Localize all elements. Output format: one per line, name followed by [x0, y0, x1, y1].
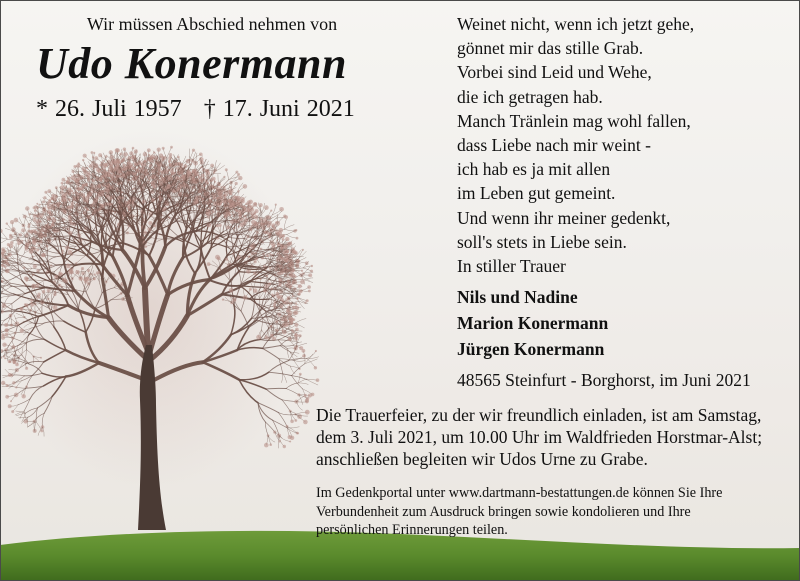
- tree-branch: [298, 383, 308, 385]
- tree-bud: [314, 366, 317, 369]
- tree-bud: [81, 267, 84, 270]
- tree-bud: [229, 202, 234, 207]
- tree-bud: [242, 205, 245, 208]
- tree-branch: [298, 379, 307, 383]
- tree-bud: [47, 223, 49, 225]
- tree-bud: [10, 220, 14, 224]
- tree-bud: [36, 203, 38, 205]
- tree-bud: [182, 178, 185, 181]
- tree-bud: [213, 195, 217, 199]
- tree-bud: [129, 151, 133, 155]
- tree-bud: [272, 225, 274, 227]
- tree-bud: [123, 157, 126, 160]
- tree-bud: [144, 245, 147, 248]
- tree-bud: [9, 234, 12, 237]
- tree-bud: [98, 153, 102, 157]
- tree-bud: [84, 183, 87, 186]
- tree-bud: [151, 160, 154, 163]
- tree-bud: [199, 153, 203, 157]
- tree-bud: [249, 288, 252, 291]
- tree-bud: [52, 221, 54, 223]
- tree-bud: [27, 230, 30, 233]
- tree-bud: [127, 205, 130, 208]
- tree-bud: [217, 197, 219, 199]
- tree-bud: [308, 273, 312, 277]
- tree-bud: [73, 165, 76, 168]
- tree-bud: [1, 255, 4, 258]
- tree-bud: [79, 277, 82, 280]
- tree-bud: [39, 204, 41, 206]
- tree-branch: [305, 359, 318, 364]
- tree-bud: [279, 207, 284, 212]
- tree-bud: [68, 268, 73, 273]
- tree-bud: [253, 202, 258, 207]
- tree-bud: [8, 360, 11, 363]
- tree-bud: [316, 378, 320, 382]
- tree-bud: [68, 215, 72, 219]
- tree-bud: [34, 205, 37, 208]
- tree-bud: [308, 290, 311, 293]
- tree-bud: [53, 305, 58, 310]
- tree-bud: [219, 196, 223, 200]
- tree-bud: [253, 288, 258, 293]
- tree-bud: [294, 311, 298, 315]
- tree-bud: [44, 191, 47, 194]
- tree-bud: [66, 264, 71, 269]
- tree-bud: [192, 149, 195, 152]
- tree-bud: [162, 147, 165, 150]
- tree-bud: [295, 229, 297, 231]
- tree-bud: [96, 176, 98, 178]
- tree-bud: [121, 197, 124, 200]
- tree-bud: [223, 176, 225, 178]
- tree-bud: [8, 373, 12, 377]
- tree-bud: [148, 221, 152, 225]
- tree-bud: [225, 258, 228, 261]
- tree-bud: [27, 239, 29, 241]
- tree-bud: [302, 349, 306, 353]
- tree-bud: [207, 217, 209, 219]
- tree-bud: [5, 395, 9, 399]
- tree-bud: [109, 203, 112, 206]
- tree-bud: [264, 443, 269, 448]
- tree-bud: [305, 261, 309, 265]
- tree-bud: [147, 227, 151, 231]
- tree-bud: [214, 181, 216, 183]
- tree-bud: [134, 157, 136, 159]
- tree-bud: [224, 196, 227, 199]
- tree-bud: [30, 299, 33, 302]
- tree-bud: [304, 394, 307, 397]
- tree-bud: [117, 164, 120, 167]
- tree-bud: [40, 357, 42, 359]
- tree-bud: [68, 205, 72, 209]
- tree-bud: [47, 189, 51, 193]
- tree-bud: [153, 224, 156, 227]
- tree-bud: [295, 328, 299, 332]
- tree-bud: [269, 443, 272, 446]
- tree-bud: [129, 165, 132, 168]
- tree-bud: [153, 185, 156, 188]
- tree-bud: [67, 180, 69, 182]
- tree-bud: [6, 384, 9, 387]
- tree-bud: [305, 410, 310, 415]
- tree-branch: [56, 265, 75, 266]
- tree-bud: [1, 381, 5, 385]
- tree-bud: [10, 400, 12, 402]
- tree-bud: [180, 171, 183, 174]
- tree-bud: [159, 182, 163, 186]
- tree-bud: [23, 267, 25, 269]
- tree-bud: [230, 193, 233, 196]
- tree-bud: [247, 200, 251, 204]
- tree-bud: [8, 404, 12, 408]
- tree-bud: [10, 241, 14, 245]
- tree-bud: [132, 147, 135, 150]
- tree-bud: [42, 290, 45, 293]
- tree-bud: [194, 173, 197, 176]
- tree-bud: [147, 148, 151, 152]
- tree-bud: [222, 298, 224, 300]
- tree-bud: [34, 209, 37, 212]
- tree-bud: [61, 252, 63, 254]
- tree-bud: [213, 171, 215, 173]
- tree-bud: [243, 184, 248, 189]
- tree-branch: [303, 266, 312, 268]
- tree-bud: [273, 304, 276, 307]
- tree-bud: [151, 198, 155, 202]
- tree-branch: [250, 299, 269, 300]
- tree-bud: [290, 420, 294, 424]
- tree-bud: [220, 200, 223, 203]
- tree-bud: [93, 152, 95, 154]
- tree-bud: [7, 243, 10, 246]
- tree-bud: [92, 173, 95, 176]
- tree-bud: [94, 156, 98, 160]
- tree-bud: [123, 152, 128, 157]
- tree-bud: [210, 164, 214, 168]
- tree-bud: [138, 163, 140, 165]
- tree-bud: [5, 333, 9, 337]
- tree-bud: [119, 153, 122, 156]
- tree-bud: [76, 164, 80, 168]
- tree-bud: [241, 199, 245, 203]
- tree-bud: [79, 188, 82, 191]
- tree-bud: [99, 178, 103, 182]
- tree-bud: [294, 419, 297, 422]
- tree-bud: [32, 240, 35, 243]
- tree-bud: [0, 243, 1, 246]
- tree-bud: [296, 237, 299, 240]
- tree-bud: [101, 171, 103, 173]
- tree-bud: [168, 160, 171, 163]
- tree-bud: [283, 445, 286, 448]
- tree-bud: [82, 159, 84, 161]
- tree-bud: [235, 196, 238, 199]
- tree-bud: [93, 278, 95, 280]
- tree-bud: [42, 253, 46, 257]
- tree-bud: [148, 159, 151, 162]
- tree-bud: [159, 153, 164, 158]
- tree-bud: [246, 208, 251, 213]
- tree-bud: [302, 249, 304, 251]
- tree-bud: [43, 196, 46, 199]
- tree-bud: [177, 156, 180, 159]
- tree-branch: [299, 250, 303, 258]
- tree-bud: [40, 429, 43, 432]
- tree-bud: [199, 157, 204, 162]
- tree-bud: [101, 161, 103, 163]
- tree-bud: [292, 331, 294, 333]
- tree-bud: [25, 367, 28, 370]
- tree-bud: [158, 169, 162, 173]
- tree-bud: [4, 323, 8, 327]
- tree-bud: [238, 176, 242, 180]
- tree-branch: [278, 412, 295, 414]
- tree-bud: [24, 284, 26, 286]
- tree-bud: [103, 164, 107, 168]
- tree-bud: [36, 249, 39, 252]
- tree-bud: [65, 246, 69, 250]
- tree-bud: [116, 148, 120, 152]
- tree-bud: [91, 151, 94, 154]
- tree-bud: [297, 432, 299, 434]
- tree-bud: [96, 167, 101, 172]
- tree-bud: [15, 386, 17, 388]
- tree-bud: [87, 269, 90, 272]
- tree-bud: [235, 182, 238, 185]
- tree-bud: [237, 190, 239, 192]
- tree-bud: [22, 394, 26, 398]
- tree-bud: [170, 146, 173, 149]
- tree-bud: [157, 148, 161, 152]
- tree-bud: [108, 196, 112, 200]
- tree-bud: [26, 243, 28, 245]
- tree-bud: [42, 200, 45, 203]
- tree-bud: [277, 296, 280, 299]
- tree-bud: [278, 440, 281, 443]
- tree-bud: [62, 250, 64, 252]
- tree-bud: [92, 179, 95, 182]
- tree-bud: [308, 394, 312, 398]
- tree-bud: [33, 218, 37, 222]
- tree-bud: [306, 397, 309, 400]
- tree-bud: [30, 230, 33, 233]
- tree-bud: [109, 165, 114, 170]
- tree-bud: [240, 223, 245, 228]
- tree-bud: [6, 222, 8, 224]
- tree-bud: [111, 173, 115, 177]
- tree-bud: [1, 333, 4, 336]
- tree-branch: [298, 258, 306, 262]
- tree-bud: [1, 249, 6, 254]
- tree-bud: [0, 229, 3, 233]
- tree-bud: [75, 270, 79, 274]
- tree-bud: [60, 185, 65, 190]
- tree-bud: [118, 161, 121, 164]
- tree-bud: [192, 169, 195, 172]
- tree-bud: [302, 354, 306, 358]
- tree-bud: [232, 253, 234, 255]
- tree-bud: [141, 164, 143, 166]
- tree-bud: [4, 357, 6, 359]
- tree-bud: [118, 175, 121, 178]
- tree-bud: [283, 215, 286, 218]
- tree-bud: [278, 283, 281, 286]
- tree-bud: [74, 177, 79, 182]
- tree-bud: [98, 271, 101, 274]
- tree-bud: [237, 173, 240, 176]
- tree-bud: [192, 180, 196, 184]
- tree-branch: [307, 359, 316, 368]
- tree-bud: [2, 343, 6, 347]
- tree-bud: [86, 208, 89, 211]
- tree-bud: [62, 178, 66, 182]
- tree-bud: [5, 269, 10, 274]
- tree-bud: [144, 160, 147, 163]
- tree-bud: [20, 329, 24, 333]
- tree-bud: [294, 333, 298, 337]
- tree-bud: [219, 224, 222, 227]
- tree-bud: [25, 206, 29, 210]
- tree-bud: [24, 303, 27, 306]
- tree-bud: [167, 184, 171, 188]
- tree-bud: [92, 156, 94, 158]
- tree-bud: [216, 224, 219, 227]
- tree-bud: [290, 436, 294, 440]
- tree-bud: [25, 277, 29, 281]
- tree-bud: [311, 265, 313, 267]
- tree-bud: [12, 381, 15, 384]
- tree-branch: [282, 400, 290, 411]
- tree-bud: [113, 167, 117, 171]
- tree-bud: [128, 156, 131, 159]
- tree-bud: [55, 186, 58, 189]
- tree-bud: [307, 285, 311, 289]
- tree-bud: [150, 155, 154, 159]
- tree-bud: [275, 204, 277, 206]
- tree-bud: [217, 192, 221, 196]
- tree-bud: [305, 400, 309, 404]
- tree-branch: [307, 351, 316, 359]
- tree-bud: [134, 149, 138, 153]
- tree-bud: [294, 323, 298, 327]
- tree-bud: [69, 222, 73, 226]
- tree-bud: [229, 288, 234, 293]
- tree-bud: [67, 188, 71, 192]
- tree-bud: [123, 166, 128, 171]
- tree-bud: [5, 328, 9, 332]
- tree-bud: [83, 154, 87, 158]
- tree-bud: [24, 245, 28, 249]
- tree-bud: [299, 373, 302, 376]
- tree-bud: [71, 202, 74, 205]
- tree-bud: [85, 196, 89, 200]
- tree-bud: [61, 182, 64, 185]
- tree-bud: [68, 198, 70, 200]
- tree-bud: [202, 198, 204, 200]
- tree-bud: [51, 197, 54, 200]
- tree-bud: [103, 160, 105, 162]
- tree-bud: [11, 410, 14, 413]
- tree-bud: [98, 184, 101, 187]
- tree-bud: [288, 311, 293, 316]
- tree-bud: [27, 226, 30, 229]
- tree-bud: [30, 302, 32, 304]
- tree-bud: [153, 151, 155, 153]
- tree-bud: [303, 420, 308, 425]
- tree-bud: [315, 350, 317, 352]
- tree-branch: [268, 436, 271, 445]
- tree-bud: [68, 231, 72, 235]
- tree-bud: [83, 279, 85, 281]
- tree-bud: [183, 187, 185, 189]
- tree-bud: [83, 169, 86, 172]
- tree-bud: [107, 175, 109, 177]
- tree-bud: [207, 262, 211, 266]
- tree-bud: [93, 273, 95, 275]
- tree-bud: [14, 218, 19, 223]
- tree-bud: [62, 278, 66, 282]
- tree-bud: [72, 198, 75, 201]
- tree-bud: [48, 211, 51, 214]
- tree-bud: [48, 207, 51, 210]
- tree-bud: [217, 257, 221, 261]
- tree-bud: [123, 148, 126, 151]
- tree-bud: [225, 168, 228, 171]
- tree-bud: [48, 200, 51, 203]
- tree-bud: [33, 214, 37, 218]
- tree-bud: [241, 218, 244, 221]
- tree-bud: [282, 238, 285, 241]
- tree-bud: [143, 152, 147, 156]
- tree-bud: [289, 441, 291, 443]
- tree-bud: [33, 264, 37, 268]
- tree-bud: [187, 174, 191, 178]
- tree-bud: [175, 164, 177, 166]
- tree-bud: [230, 186, 233, 189]
- tree-bud: [220, 186, 222, 188]
- tree-bud: [47, 289, 51, 293]
- tree-bud: [52, 217, 55, 220]
- tree-bud: [67, 250, 72, 255]
- tree-bud: [20, 307, 24, 311]
- tree-branch: [282, 400, 296, 402]
